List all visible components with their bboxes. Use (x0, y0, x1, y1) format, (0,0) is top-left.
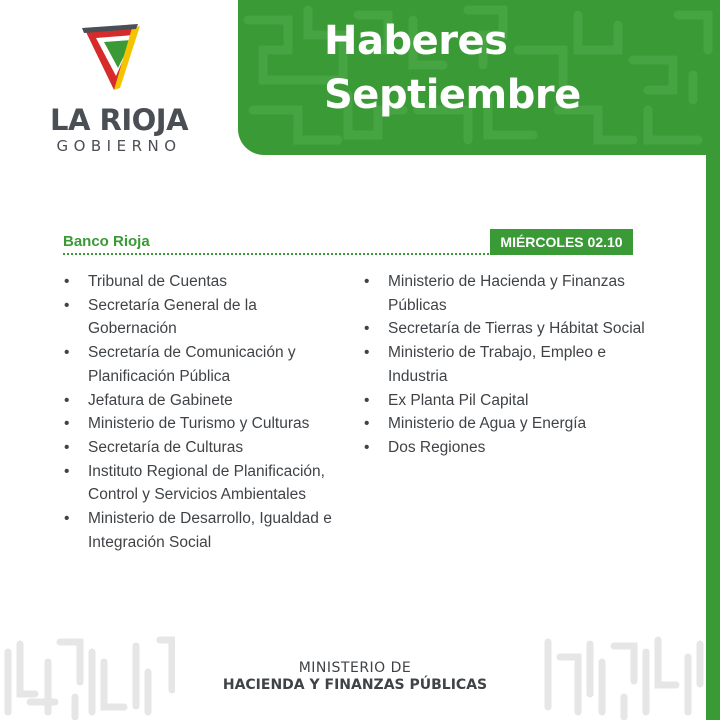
page-title (324, 14, 581, 122)
list-item: • Ministerio de Hacienda y Finanzas Públicas (364, 270, 654, 317)
list-item: • Instituto Regional de Planificación, Control y Servicios Ambientales (64, 460, 344, 507)
footer-ministry-name: HACIENDA Y FINANZAS PÚBLICAS (222, 677, 488, 693)
footer-maze-pattern-left (0, 632, 175, 720)
la-rioja-logo-icon (80, 24, 146, 92)
logo-subtitle: GOBIERNO (56, 137, 182, 155)
organizations-list-left (64, 270, 344, 554)
list-item: • Tribunal de Cuentas (64, 270, 344, 294)
footer-maze-pattern-right (540, 632, 706, 720)
title-line-1: Haberes (324, 18, 508, 64)
organizations-list-right (364, 270, 654, 460)
list-item: • Ministerio de Desarrollo, Igualdad e Integración Social (64, 507, 344, 554)
logo-name: LA RIOJA (49, 103, 189, 137)
right-accent-strip (706, 155, 720, 720)
title-line-2: Septiembre (324, 72, 581, 118)
list-item: • Jefatura de Gabinete (64, 389, 344, 413)
list-item: • Ex Planta Pil Capital (364, 389, 654, 413)
list-item: • Ministerio de Trabajo, Empleo e Industria (364, 341, 654, 388)
header-banner (238, 0, 720, 155)
list-item: • Secretaría de Tierras y Hábitat Social (364, 317, 654, 341)
footer-ministry-label: MINISTERIO DE (298, 660, 412, 676)
list-item: • Ministerio de Turismo y Culturas (64, 412, 344, 436)
bank-label: Banco Rioja (63, 233, 150, 250)
list-item: • Secretaría de Culturas (64, 436, 344, 460)
dotted-divider (63, 253, 493, 255)
list-item: • Secretaría de Comunicación y Planificación Pública (64, 341, 344, 388)
list-item: • Secretaría General de la Gobernación (64, 294, 344, 341)
date-badge: MIÉRCOLES 02.10 (490, 229, 633, 255)
list-item: • Dos Regiones (364, 436, 654, 460)
list-item: • Ministerio de Agua y Energía (364, 412, 654, 436)
